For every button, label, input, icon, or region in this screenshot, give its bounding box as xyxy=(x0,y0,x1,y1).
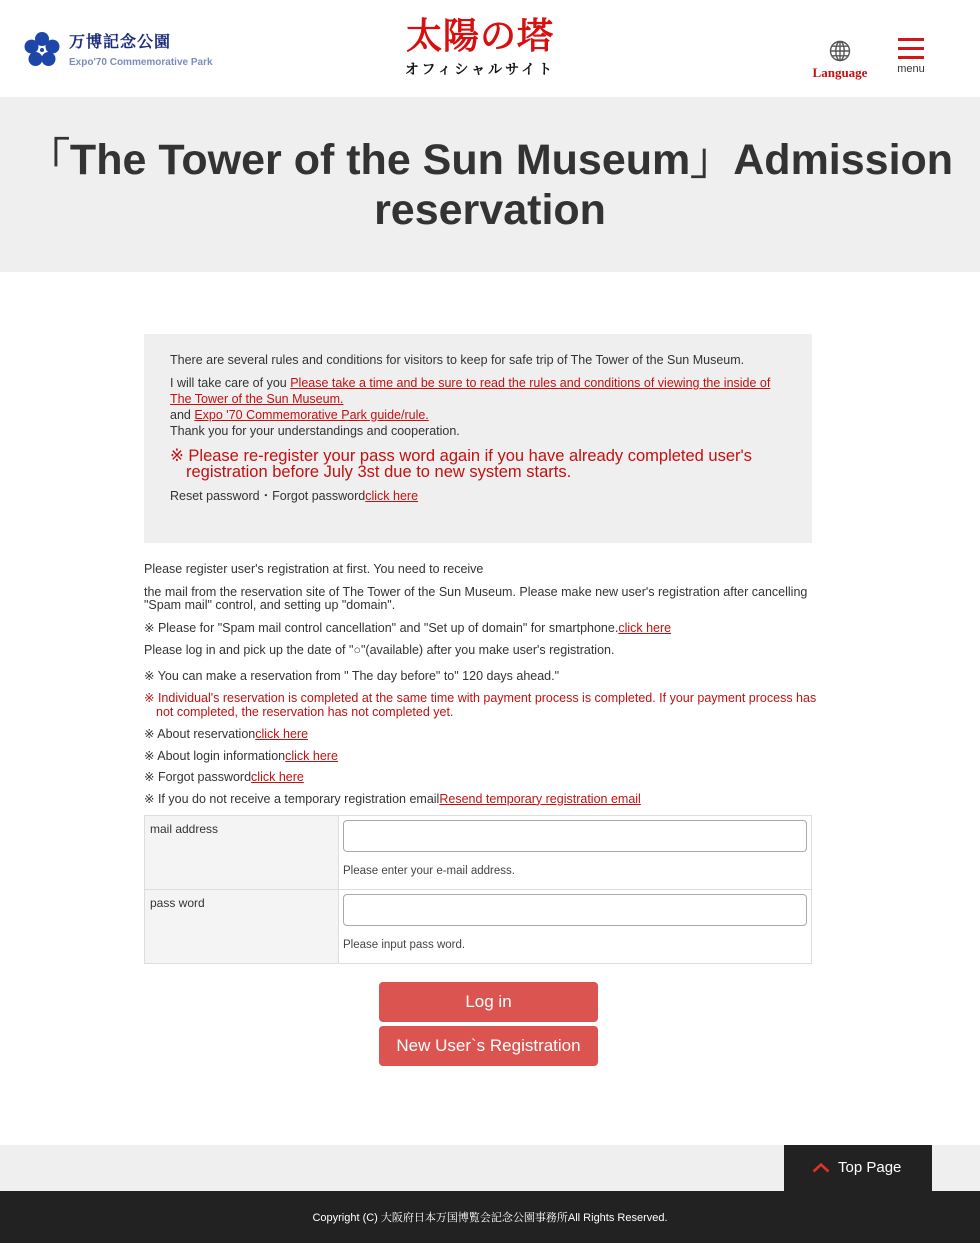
about-reservation-link[interactable]: click here xyxy=(255,727,309,741)
spam-info-line xyxy=(144,622,824,636)
notice-care-prefix: I will take care of you xyxy=(170,376,291,390)
hamburger-icon xyxy=(893,38,929,59)
about-login-link[interactable]: click here xyxy=(285,748,338,763)
password-row xyxy=(145,890,812,964)
top-page-label: Top Page xyxy=(838,1159,902,1176)
notice-and: and xyxy=(170,408,195,422)
password-label: pass word xyxy=(145,890,339,964)
notice-intro: There are several rules and conditions for visitors to keep for safe trip of The Tower of the Sun Museum. xyxy=(170,353,745,367)
rules-link[interactable]: Please take a time and be sure to read the rules and conditions of viewing the inside of The Tower of the Sun Museum. xyxy=(170,376,771,406)
about-login-line xyxy=(144,750,824,764)
reset-password-link[interactable]: click here xyxy=(365,489,419,503)
park-name: 万博記念公園 xyxy=(69,34,172,51)
notice-thanks: Thank you for your understandings and cooperation. xyxy=(170,424,460,438)
reset-password-line xyxy=(170,488,786,504)
park-rule-link[interactable]: Expo '70 Commemorative Park guide/rule. xyxy=(194,408,429,422)
forgot-password-link[interactable]: click here xyxy=(251,770,304,784)
site-header xyxy=(0,0,980,97)
info-line1: Please register user's registration at first. You need to receive xyxy=(144,562,484,576)
copyright: Copyright (C) 大阪府日本万国博覧会記念公園事務所All Rights Reserved. xyxy=(312,1212,668,1224)
resend-email-text: ※ If you do not receive a temporary registration email xyxy=(144,791,440,806)
reset-password-text: Reset password・Forgot password xyxy=(170,489,366,503)
notice-care xyxy=(170,375,786,423)
resend-email-link[interactable]: Resend temporary registration email xyxy=(439,791,641,806)
about-login-text: ※ About login information xyxy=(144,748,286,763)
login-form xyxy=(144,815,812,964)
password-hint: Please input pass word. xyxy=(343,939,466,951)
expo-emblem-icon xyxy=(22,30,62,70)
payment-note: ※ Individual's reservation is completed at the same time with payment process is completed. If your payment process has not completed, the reservation has not completed yet. xyxy=(144,691,817,719)
mail-hint: Please enter your e-mail address. xyxy=(343,865,515,877)
mail-label: mail address xyxy=(145,816,339,890)
notice-box xyxy=(144,334,812,543)
menu-label: menu xyxy=(897,63,925,75)
password-input[interactable] xyxy=(343,894,807,926)
globe-icon xyxy=(829,40,851,62)
spam-info-text: ※ Please for "Spam mail control cancellation" and "Set up of domain" for smartphone. xyxy=(144,620,619,635)
about-reservation-text: ※ About reservation xyxy=(144,727,256,741)
mail-row xyxy=(145,816,812,890)
password-field-cell xyxy=(339,890,812,964)
top-page-button[interactable] xyxy=(784,1145,932,1191)
info-section xyxy=(144,563,824,806)
forgot-password-line xyxy=(144,771,824,785)
park-logo[interactable] xyxy=(22,30,213,70)
spam-info-link[interactable]: click here xyxy=(618,620,672,635)
reregister-warning: ※ Please re-register your pass word again if you have already completed user's registration before July 3st due to new system starts. xyxy=(170,447,752,481)
menu-button[interactable] xyxy=(893,38,929,75)
park-subtitle: Expo'70 Commemorative Park xyxy=(69,57,213,68)
language-button[interactable] xyxy=(806,40,874,81)
language-label: Language xyxy=(812,65,868,80)
site-subtitle: オフィシャルサイト xyxy=(404,62,556,78)
title-band xyxy=(0,97,980,272)
site-logo[interactable] xyxy=(395,16,565,80)
mail-address-input[interactable] xyxy=(343,820,807,852)
site-title: 太陽の塔 xyxy=(405,16,554,57)
page-title: 「The Tower of the Sun Museum」Admission reservation xyxy=(26,136,954,234)
forgot-password-text: ※ Forgot password xyxy=(144,770,252,784)
login-pick-line: Please log in and pick up the date of "○"(available) after you make user's registration. xyxy=(144,643,615,657)
chevron-up-icon xyxy=(812,1162,830,1173)
resend-email-line xyxy=(144,793,824,807)
footer xyxy=(0,1191,980,1243)
mail-field-cell xyxy=(339,816,812,890)
days-ahead-line: ※ You can make a reservation from " The day before" to" 120 days ahead." xyxy=(144,668,560,683)
login-button[interactable]: Log in xyxy=(379,982,598,1022)
info-line2: the mail from the reservation site of The Tower of the Sun Museum. Please make new user's registration after cancelling "Spam mail" control, and setting up "domain". xyxy=(144,584,808,612)
new-user-registration-button[interactable]: New User`s Registration xyxy=(379,1026,598,1066)
about-reservation-line xyxy=(144,728,824,742)
